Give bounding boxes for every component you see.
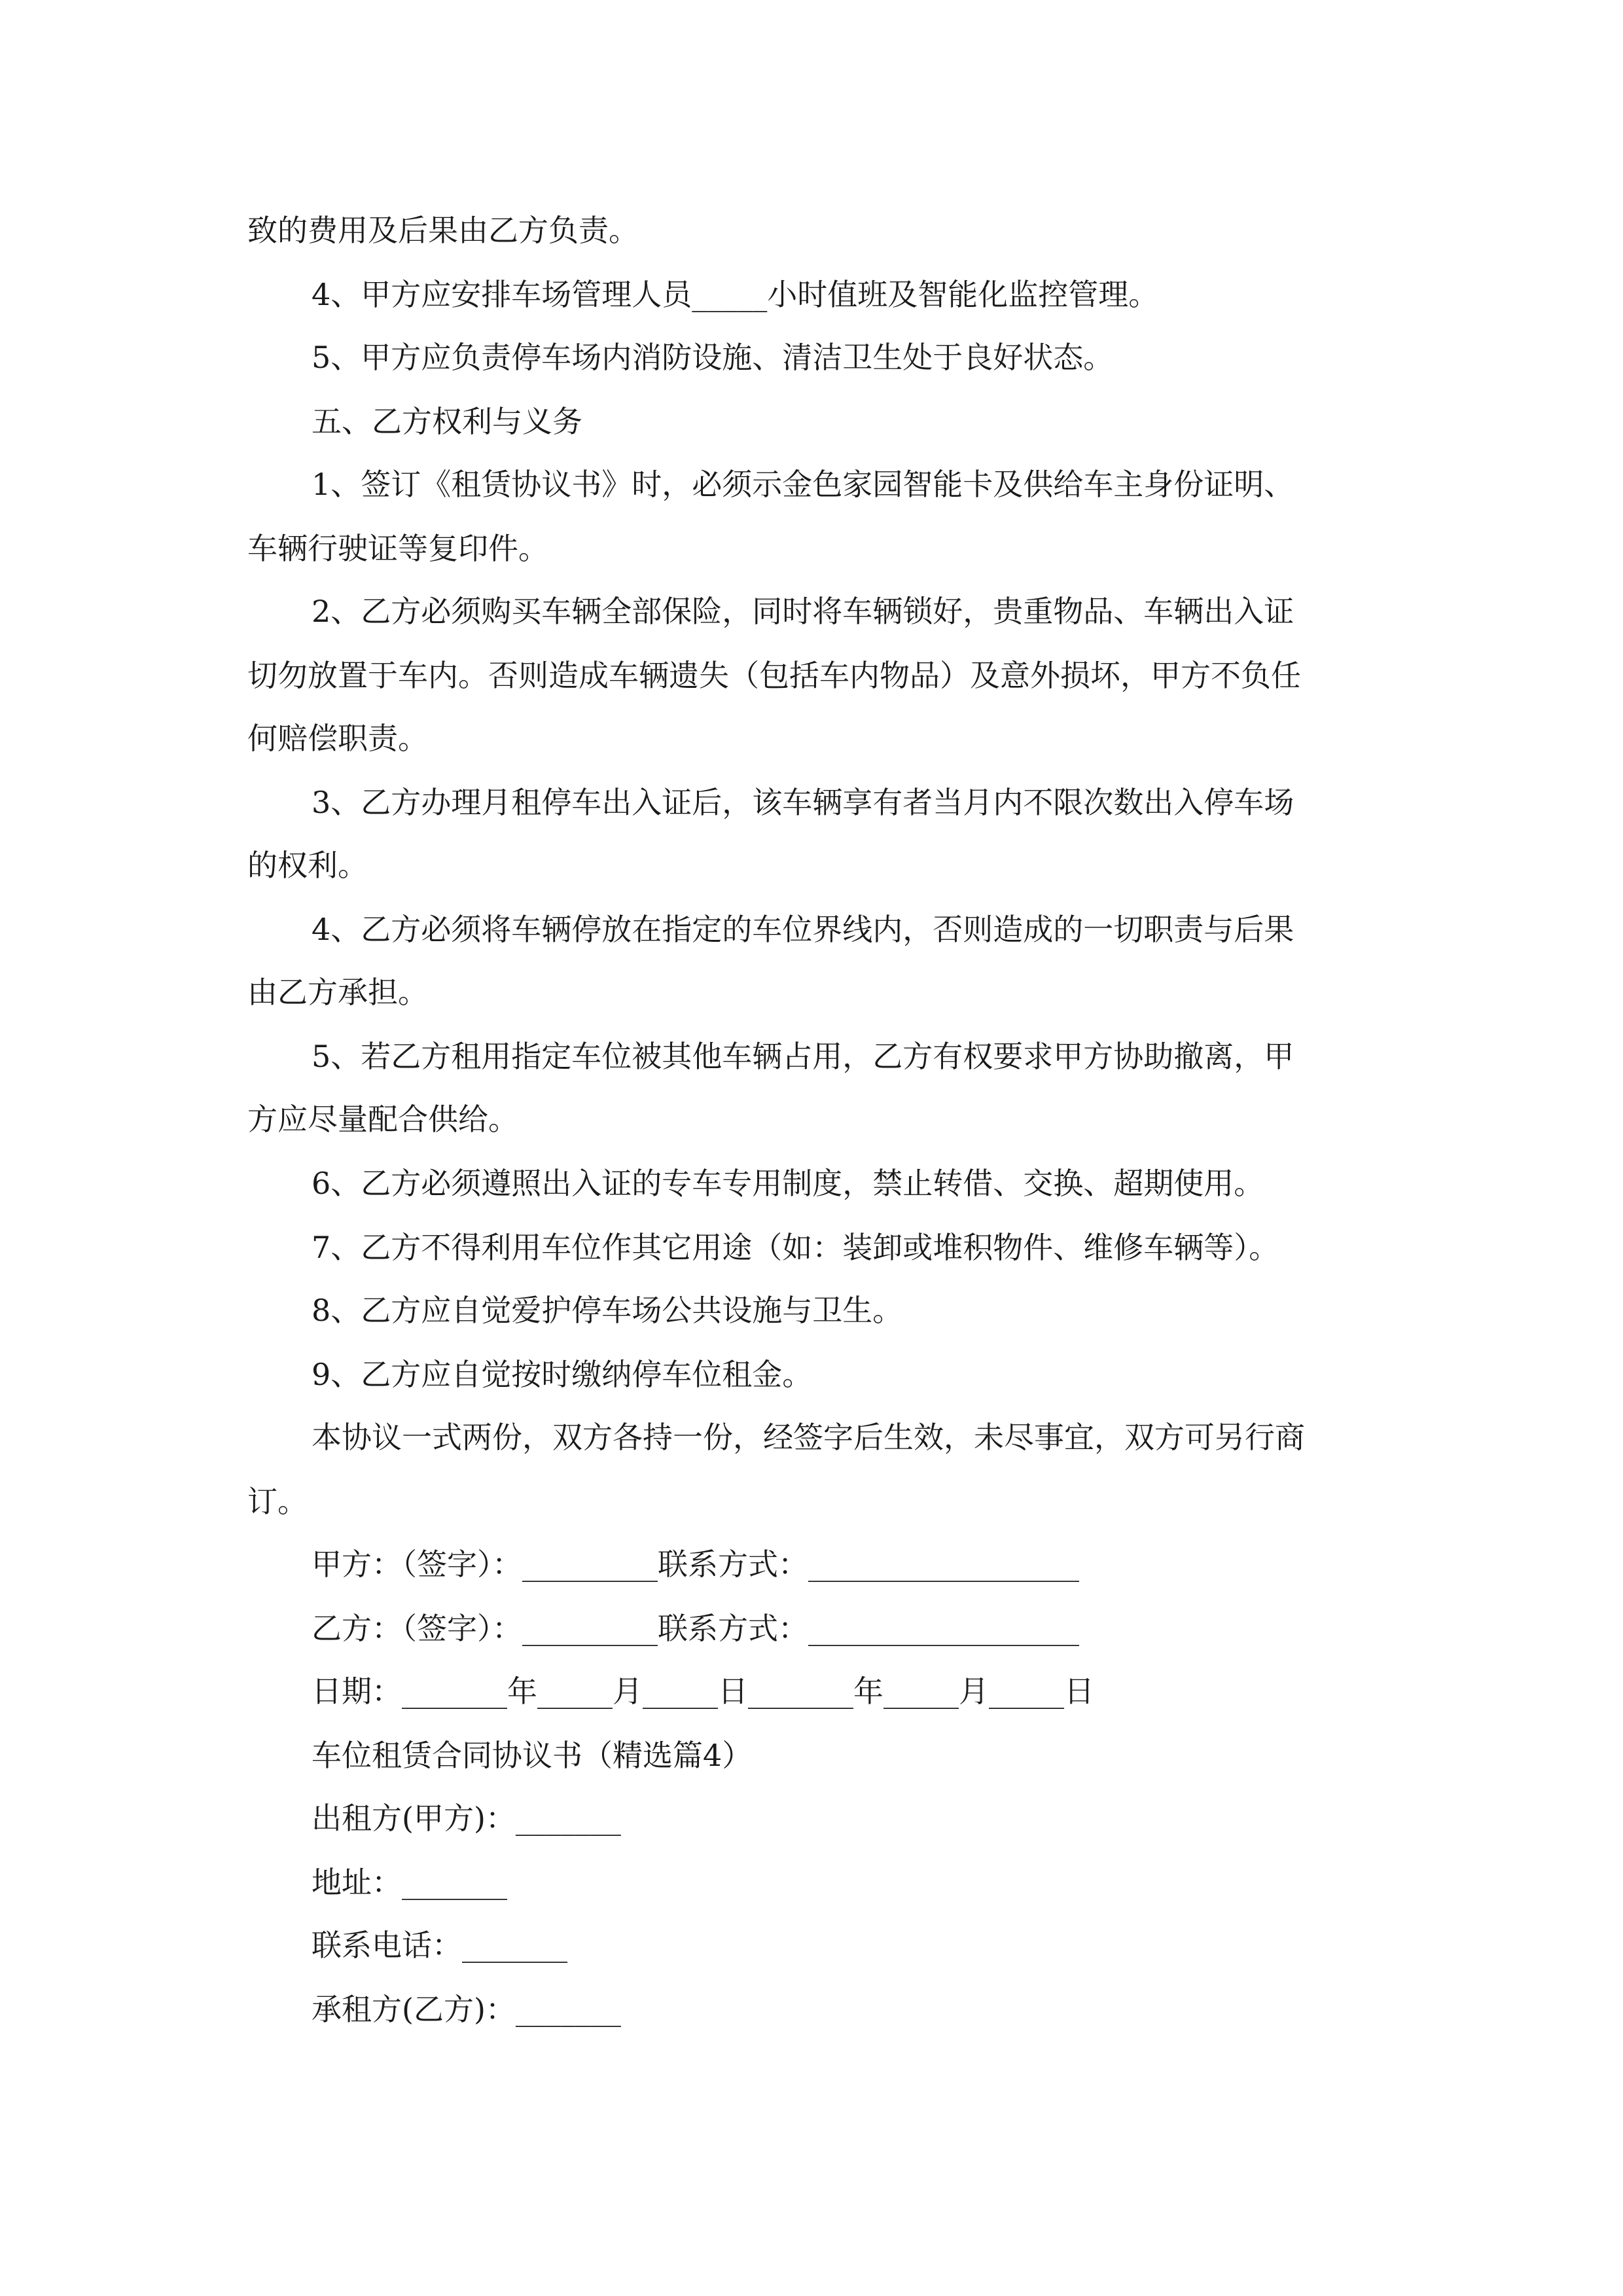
paragraph-line: 5、甲方应负责停车场内消防设施、清洁卫生处于良好状态。 (312, 340, 1114, 375)
field-phone: 联系电话：_______ (312, 1928, 567, 1963)
paragraph-line: 4、甲方应安排车场管理人员_____小时值班及智能化监控管理。 (312, 277, 1159, 312)
paragraph-line: 由乙方承担。 (247, 975, 428, 1010)
paragraph-line: 的权利。 (247, 848, 368, 883)
field-lessor: 出租方(甲方)：_______ (312, 1801, 621, 1836)
paragraph-line: 方应尽量配合供给。 (247, 1102, 518, 1137)
paragraph-line: 2、乙方必须购买车辆全部保险，同时将车辆锁好，贵重物品、车辆出入证 (312, 594, 1294, 629)
section-title: 车位租赁合同协议书（精选篇4） (312, 1738, 753, 1773)
paragraph-line: 切勿放置于车内。否则造成车辆遗失（包括车内物品）及意外损坏，甲方不负任 (247, 658, 1301, 693)
field-address: 地址：_______ (312, 1865, 507, 1900)
paragraph-line: 致的费用及后果由乙方负责。 (247, 213, 639, 248)
paragraph-line: 3、乙方办理月租停车出入证后，该车辆享有者当月内不限次数出入停车场 (312, 785, 1294, 820)
paragraph-line: 5、若乙方租用指定车位被其他车辆占用，乙方有权要求甲方协助撤离，甲 (312, 1039, 1294, 1074)
paragraph-line: 何赔偿职责。 (247, 721, 428, 756)
paragraph-line: 9、乙方应自觉按时缴纳停车位租金。 (312, 1357, 813, 1392)
field-lessee: 承租方(乙方)：_______ (312, 1992, 621, 2027)
signature-line-party-b: 乙方：（签字）：_________联系方式：__________________ (312, 1611, 1079, 1646)
date-line: 日期：_______年_____月_____日_______年_____月_____日 (312, 1674, 1094, 1709)
signature-line-party-a: 甲方：（签字）：_________联系方式：__________________ (312, 1547, 1079, 1582)
paragraph-line: 车辆行驶证等复印件。 (247, 531, 548, 566)
paragraph-line: 7、乙方不得利用车位作其它用途（如：装卸或堆积物件、维修车辆等）。 (312, 1230, 1279, 1265)
paragraph-line: 8、乙方应自觉爱护停车场公共设施与卫生。 (312, 1293, 903, 1328)
paragraph-line: 6、乙方必须遵照出入证的专车专用制度，禁止转借、交换、超期使用。 (312, 1166, 1264, 1201)
paragraph-line: 订。 (247, 1484, 308, 1519)
section-heading: 五、乙方权利与义务 (312, 404, 582, 439)
paragraph-line: 1、签订《租赁协议书》时，必须示金色家园智能卡及供给车主身份证明、 (312, 467, 1294, 502)
paragraph-line: 本协议一式两份，双方各持一份，经签字后生效，未尽事宜，双方可另行商 (312, 1420, 1305, 1455)
paragraph-line: 4、乙方必须将车辆停放在指定的车位界线内，否则造成的一切职责与后果 (312, 912, 1294, 947)
